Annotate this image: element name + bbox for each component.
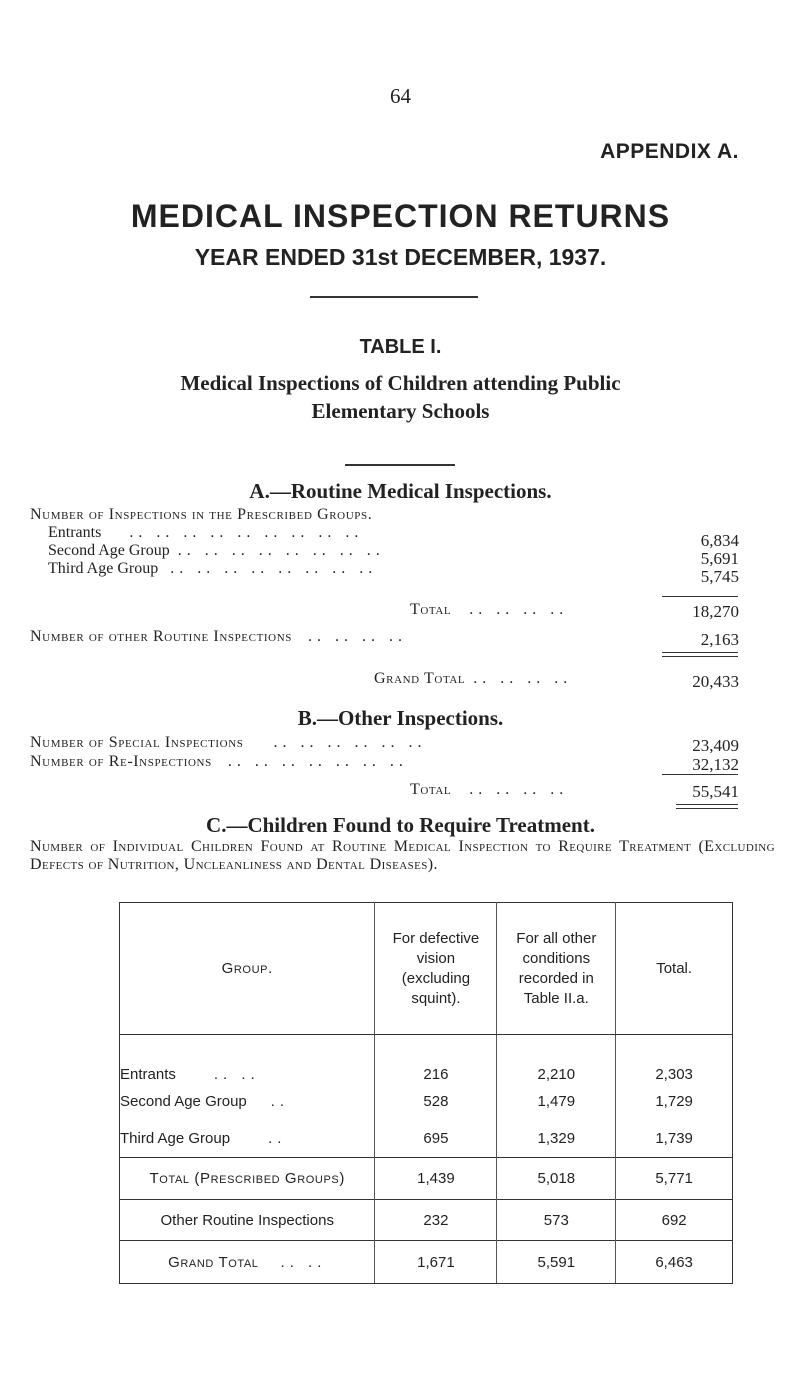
sum-rule [662,656,738,657]
row-group-text: Entrants [120,1066,176,1083]
table-row [120,1083,733,1120]
grand-total-value: 20,433 [692,672,739,691]
row-other: 5,591 [497,1241,616,1284]
page-subtitle: YEAR ENDED 31st DECEMBER, 1937. [194,244,607,270]
row-other: 2,210 [497,1035,616,1084]
divider [345,464,455,466]
row-total: 1,729 [655,1093,693,1110]
row-group-text: Second Age Group [120,1093,247,1110]
other-routine-label: Number of other Routine Inspections .. .. .. .. [30,628,407,645]
special-inspections-text: Number of Special Inspections [30,734,244,751]
row-label: Third Age Group [48,560,159,577]
row-group-text: Grand Total [168,1253,259,1271]
table-row [120,1158,733,1200]
table-description-line-2: Elementary Schools [311,399,490,423]
total-value: 18,270 [692,602,739,621]
total-label: Total .. .. .. .. [410,601,569,618]
other-routine-text: Number of other Routine Inspections [30,628,292,645]
table-title: TABLE I. [359,336,442,358]
row-vision: 216 [375,1035,497,1084]
page-number: 64 [390,84,411,108]
row-total: 6,463 [616,1241,733,1284]
row-total: 2,303 [655,1066,693,1083]
header-other-conditions: For all other conditions recorded in Table II.a. [497,903,616,1035]
row-total: 1,739 [655,1130,693,1147]
b-total-value: 55,541 [692,782,739,801]
b-total-label: Total .. .. .. .. [410,781,569,798]
row-vision: 1,671 [375,1241,497,1284]
third-age-group-value: 5,745 [700,567,739,586]
row-group: Entrants .. .. [120,1035,375,1084]
row-other: 1,479 [497,1083,616,1120]
section-a-heading: A.—Routine Medical Inspections. [249,479,552,503]
page-title: MEDICAL INSPECTION RETURNS [130,198,671,234]
table-row [120,1035,733,1084]
second-age-group-value: 5,691 [700,549,739,568]
sum-rule [662,596,738,597]
row-vision: 528 [375,1083,497,1120]
divider [310,296,478,298]
grand-total-label: Grand Total .. .. .. .. [374,670,573,687]
table-description [0,369,801,425]
re-inspections-text: Number of Re-Inspections [30,753,212,770]
total-text: Total [410,601,452,618]
sum-rule [676,808,738,809]
row-other: 573 [497,1200,616,1241]
second-age-group-label: Second Age Group .. .. .. .. .. .. .. .. [48,542,385,559]
special-inspections-label: Number of Special Inspections .. .. .. .. .. .. [30,734,427,751]
row-group: Third Age Group .. [120,1120,375,1158]
section-a-subheading: Number of Inspections in the Prescribed Groups. [30,506,373,523]
treatment-table [119,902,733,1284]
re-inspections-value: 32,132 [692,755,739,774]
third-age-group-label: Third Age Group .. .. .. .. .. .. .. .. [48,560,378,577]
header-total: Total. [616,903,733,1035]
row-other: 1,329 [497,1120,616,1158]
re-inspections-label: Number of Re-Inspections .. .. .. .. .. .. .. [30,753,408,770]
header-defective-vision: For defective vision (excluding squint). [375,903,497,1035]
section-b-heading: B.—Other Inspections. [297,706,504,730]
table-row [120,1120,733,1158]
row-total: 692 [616,1200,733,1241]
b-total-text: Total [410,781,452,798]
header-group: Group. [120,903,375,1035]
special-inspections-value: 23,409 [692,736,739,755]
sum-rule [662,652,738,653]
appendix-label: APPENDIX A. [600,140,739,163]
entrants-label: Entrants .. .. .. .. .. .. .. .. .. [48,524,364,541]
section-c-heading: C.—Children Found to Require Treatment. [206,813,595,837]
table-header-row [120,903,733,1035]
entrants-value: 6,834 [700,531,739,550]
row-total: 5,771 [616,1158,733,1200]
row-group: Grand Total .. .. [120,1241,375,1284]
grand-total-text: Grand Total [374,670,466,687]
row-label: Second Age Group [48,542,170,559]
row-vision: 232 [375,1200,497,1241]
other-routine-value: 2,163 [700,630,739,649]
row-vision: 1,439 [375,1158,497,1200]
sum-rule [662,774,738,775]
row-vision: 695 [375,1120,497,1158]
row-other: 5,018 [497,1158,616,1200]
row-group: Other Routine Inspections [120,1200,375,1241]
row-group-text: Third Age Group [120,1130,231,1147]
section-c-paragraph: Number of Individual Children Found at Routine Medical Inspection to Require Treatment (Excluding Defects of Nutrition, Uncleanliness and Dental Diseases). [30,838,775,873]
table-row [120,1241,733,1284]
sum-rule [676,804,738,805]
row-group: Total (Prescribed Groups) [120,1158,375,1200]
table-row [120,1200,733,1241]
row-label: Entrants [48,524,102,541]
row-group: Second Age Group .. [120,1083,375,1120]
table-description-line-1: Medical Inspections of Children attending Public [180,371,621,395]
